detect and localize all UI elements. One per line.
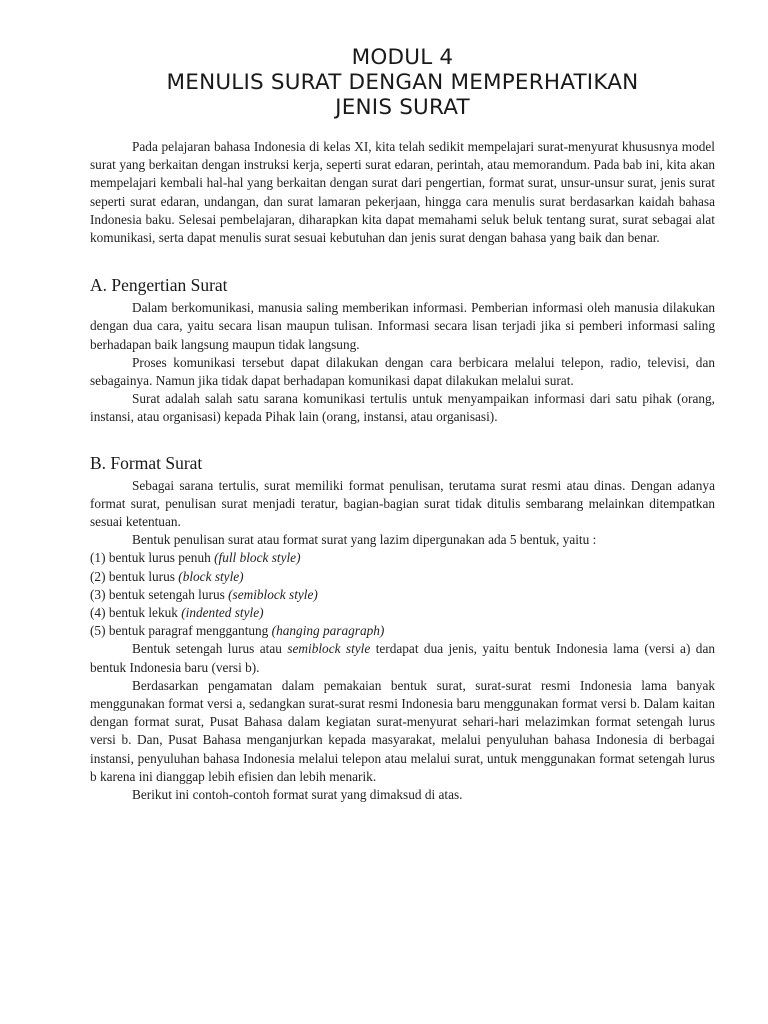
document-page (90, 0, 715, 804)
list-item (90, 586, 715, 604)
list-item-italic: (semiblock style) (228, 586, 318, 602)
list-item (90, 622, 715, 640)
list-item-italic: (hanging paragraph) (271, 623, 385, 639)
text-run: Bentuk setengah lurus atau (132, 641, 288, 657)
section-a-heading: A. Pengertian Surat (90, 275, 228, 296)
title-line-2: MENULIS SURAT DENGAN MEMPERHATIKAN (166, 70, 639, 95)
section-a-paragraph: Proses komunikasi tersebut dapat dilakukan dengan cara berbicara melalui telepon, radio, televisi, dan sebagainya. Namun jika tidak dapat berhadapan komunikasi dapat dilakukan melalui surat. (90, 354, 715, 389)
italic-term: semiblock style (287, 641, 371, 657)
list-item-label: (4) bentuk lekuk (90, 605, 182, 621)
text-run: terdapat dua jenis, yaitu bentuk Indonesia lama (versi a) dan bentuk Indonesia baru (versi b). (90, 641, 715, 675)
list-item (90, 549, 715, 567)
list-item-label: (1) bentuk lurus penuh (90, 550, 215, 566)
section-a-paragraph: Dalam berkomunikasi, manusia saling memberikan informasi. Pemberian informasi oleh manusia dilakukan dengan dua cara, yaitu secara lisan maupun tulisan. Informasi secara lisan terjadi jika si pemberi informasi saling berhadapan baik langsung maupun tidak langsung. (90, 300, 715, 352)
list-item (90, 568, 715, 586)
page-title (90, 45, 715, 120)
list-item-italic: (block style) (178, 568, 244, 584)
title-line-3: JENIS SURAT (335, 95, 470, 120)
section-b-paragraph (90, 640, 715, 676)
section-b-paragraph: Sebagai sarana tertulis, surat memiliki format penulisan, terutama surat resmi atau dinas. Dengan adanya format surat, penulisan surat menjadi teratur, bagian-bagian surat tidak ditulis sembarang melainkan ditempatkan sesuai ketentuan. (90, 477, 715, 530)
section-b-paragraph: Berikut ini contoh-contoh format surat yang dimaksud di atas. (132, 787, 463, 803)
intro-paragraph: Pada pelajaran bahasa Indonesia di kelas XI, kita telah sedikit mempelajari surat-menyurat khususnya model surat yang berkaitan dengan instruksi kerja, seperti surat edaran, perintah, atau memorandum. Pada bab ini, kita akan mempelajari kembali hal-hal yang berkaitan dengan surat dari pengertian, format surat, unsur-unsur surat, jenis surat seperti surat edaran, undangan, dan surat lamaran pekerjaan, hingga cara menulis surat berdasarkan kaidah bahasa Indonesia baku. Selesai pembelajaran, diharapkan kita dapat memahami seluk beluk tentang surat, surat sebagai alat komunikasi, serta dapat menulis surat sesuai kebutuhan dan jenis surat dengan bahasa yang baik dan benar. (90, 139, 715, 246)
list-item-italic: (indented style) (181, 605, 264, 621)
list-item-italic: (full block style) (214, 550, 301, 566)
format-list (90, 549, 715, 640)
list-item-label: (2) bentuk lurus (90, 568, 179, 584)
list-item-label: (5) bentuk paragraf menggantung (90, 623, 272, 639)
list-item-label: (3) bentuk setengah lurus (90, 586, 229, 602)
title-line-1: MODUL 4 (351, 45, 454, 70)
section-b-heading: B. Format Surat (90, 452, 203, 473)
section-a-paragraph: Surat adalah salah satu sarana komunikasi tertulis untuk menyampaikan informasi dari satu pihak (orang, instansi, atau organisasi) kepada Pihak lain (orang, instansi, atau organisasi). (90, 391, 715, 425)
section-b-paragraph: Berdasarkan pengamatan dalam pemakaian bentuk surat, surat-surat resmi Indonesia lama banyak menggunakan format versi a, sedangkan surat-surat resmi Indonesia baru menggunakan format versi b. Dalam kaitan dengan format surat, Pusat Bahasa dalam kegiatan surat-menyurat sehari-hari melazimkan format setengah lurus versi b. Dan, Pusat Bahasa menganjurkan kepada masyarakat, melalui penyuluhan bahasa Indonesia di berbagai instansi, penyuluhan bahasa Indonesia melalui telepon atau melalui surat, untuk menggunakan format setengah lurus b karena ini dianggap lebih efisien dan lebih menarik. (90, 677, 715, 784)
list-item (90, 604, 715, 622)
section-b-paragraph: Bentuk penulisan surat atau format surat yang lazim dipergunakan ada 5 bentuk, yaitu : (132, 532, 597, 548)
